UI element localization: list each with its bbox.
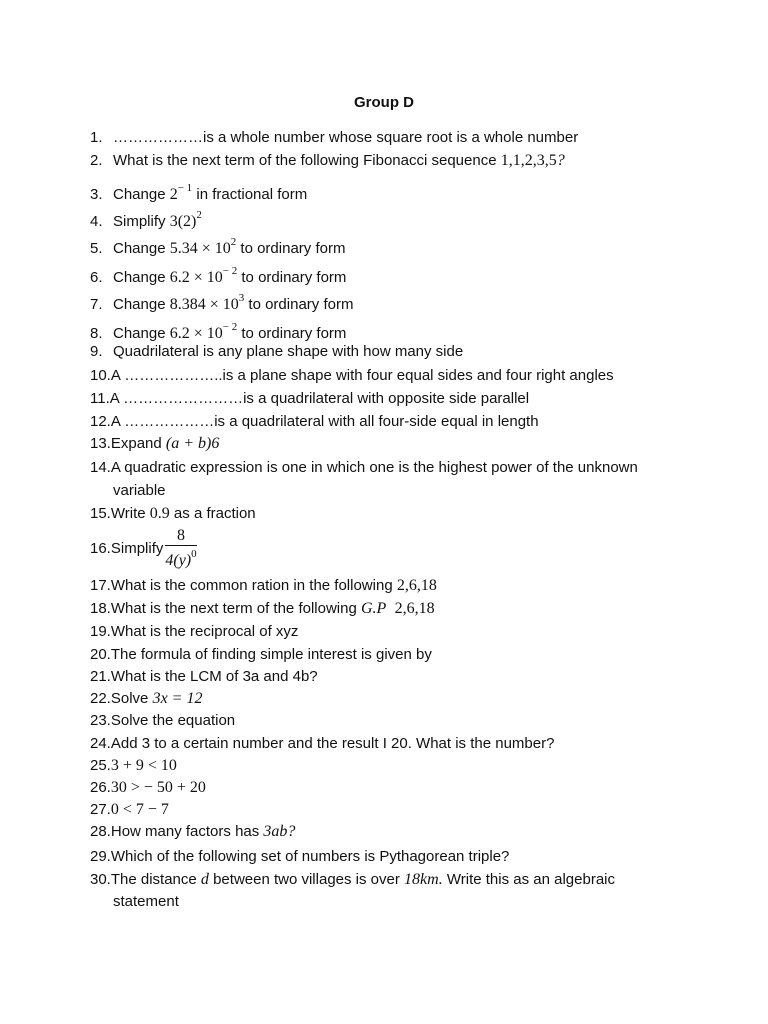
question-29: 29.Which of the following set of numbers is Pythagorean triple? bbox=[90, 848, 510, 865]
question-13: 13.Expand (a + b)6 bbox=[90, 435, 220, 452]
question-1: 1. ………………is a whole number whose square root is a whole number bbox=[90, 129, 579, 146]
question-12: 12.A ………………is a quadrilateral with all four-side equal in length bbox=[90, 413, 539, 430]
question-30: 30.The distance d between two villages is over 18km. Write this as an algebraic bbox=[90, 871, 615, 888]
question-19: 19.What is the reciprocal of xyz bbox=[90, 623, 299, 640]
page-title: Group D bbox=[354, 94, 414, 111]
question-7: 7. Change $8.384 \times 10^3$ to ordinary form bbox=[90, 292, 354, 313]
question-3: 3. Change $2^{- 1}$ in fractional form bbox=[90, 182, 308, 203]
question-25: 25.3 + 9 < 10 bbox=[90, 757, 177, 774]
question-5: 5. Change $5.34 \times 10^2$ to ordinary form bbox=[90, 236, 346, 257]
question-27: 27.0 < 7 − 7 bbox=[90, 801, 169, 818]
question-24: 24.Add 3 to a certain number and the result I 20. What is the number? bbox=[90, 735, 555, 752]
question-15: 15.Write 0.9 as a fraction bbox=[90, 505, 256, 522]
fraction: $\frac{8}{4(y)^0}$ bbox=[165, 527, 197, 569]
question-22: 22.Solve 3x = 12 bbox=[90, 690, 203, 707]
question-17: 17.What is the common ration in the following 2,6,18 bbox=[90, 577, 437, 594]
question-30-continuation: statement bbox=[113, 893, 179, 910]
question-8: 8. Change $6.2 \times 10^{- 2}$ to ordinary form bbox=[90, 321, 347, 342]
question-14-continuation: variable bbox=[113, 482, 166, 499]
question-6: 6. Change $6.2 \times 10^{- 2}$ to ordinary form bbox=[90, 265, 347, 286]
question-26: 26.30 > − 50 + 20 bbox=[90, 779, 206, 796]
question-9: 9. Quadrilateral is any plane shape with how many side bbox=[90, 343, 464, 360]
question-10: 10.A ………………..is a plane shape with four equal sides and four right angles bbox=[90, 367, 614, 384]
question-4: 4. Simplify $3(2)^2$ bbox=[90, 209, 202, 230]
question-20: 20.The formula of finding simple interest is given by bbox=[90, 646, 432, 663]
question-21: 21.What is the LCM of 3a and 4b? bbox=[90, 668, 318, 685]
question-16: 16.Simplify $\frac{8}{4(y)^0}$ bbox=[90, 527, 197, 569]
question-18: 18.What is the next term of the following G.P 2,6,18 bbox=[90, 600, 435, 617]
question-14: 14.A quadratic expression is one in which one is the highest power of the unknown bbox=[90, 459, 638, 476]
question-11: 11.A ……………………is a quadrilateral with opposite side parallel bbox=[90, 390, 530, 407]
question-23: 23.Solve the equation bbox=[90, 712, 236, 729]
question-28: 28.How many factors has 3ab? bbox=[90, 823, 296, 840]
question-2: 2. What is the next term of the following Fibonacci sequence 1,1,2,3,5? bbox=[90, 152, 565, 169]
